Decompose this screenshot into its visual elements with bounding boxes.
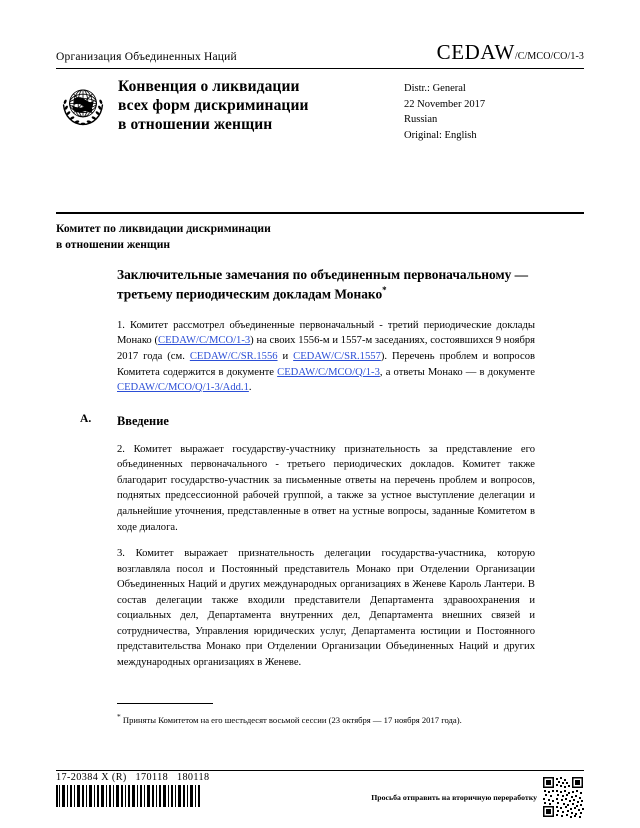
job-number-block bbox=[56, 772, 210, 807]
document-body bbox=[80, 266, 536, 682]
page-title bbox=[117, 266, 535, 304]
document-symbol bbox=[437, 40, 584, 65]
paragraph-3-text: Комитет выражает признательность делегации государства-участника, которую возглавляла посол и Постоянный представитель Монако при Отделении Организации Объединенных Наций и других международных организациях в Женеве Кароль Лантери. В состав делегации также входили представители Департамента здравоохранения и социальных дел, Департамента внутренних дел, Департамента внешних связей и сотрудничества, Управления юридических услуг, Департамента юстиции и Постоянного представительства Монако при Отделении Организации Объединенных Наций и других международных организациях в Женеве. bbox=[117, 548, 535, 669]
document-original-language: Original: English bbox=[404, 129, 477, 141]
recycle-text: Просьба отправить на вторичную переработку bbox=[371, 792, 537, 802]
recycle-notice bbox=[371, 772, 584, 818]
footnote-marker: * bbox=[117, 712, 121, 721]
paragraph-1-text-4: ). Перечень проблем и вопросов Комитета содержится в документе bbox=[117, 351, 535, 378]
committee-rule bbox=[56, 212, 584, 214]
link-cedaw-c-sr-1556[interactable]: CEDAW/C/SR.1556 bbox=[189, 351, 278, 363]
paragraph-1-number: 1. bbox=[117, 319, 125, 331]
document-symbol-suffix: /C/MCO/CO/1-3 bbox=[514, 51, 584, 62]
page-title-text: Заключительные замечания по объединенным первоначальному — третьему периодическим докладам Монако bbox=[117, 267, 529, 302]
masthead-top-rule bbox=[56, 68, 584, 69]
convention-title-line3: в отношении женщин bbox=[118, 116, 273, 134]
barcode bbox=[56, 785, 201, 807]
un-emblem-icon bbox=[56, 78, 110, 132]
section-letter-a: A. bbox=[80, 411, 92, 425]
document-date: 22 November 2017 bbox=[404, 98, 486, 110]
paragraph-1-text-6: . bbox=[248, 382, 252, 394]
paragraph-1-text-1: Комитет рассмотрел объединенные первоначальный - третий периодические доклады Монако ( bbox=[117, 319, 535, 347]
paragraph-3 bbox=[117, 546, 535, 671]
masthead-top-row bbox=[56, 40, 584, 65]
document-language: Russian bbox=[404, 114, 438, 126]
link-cedaw-c-mco-1-3[interactable]: CEDAW/C/MCO/1-3 bbox=[158, 335, 251, 347]
convention-title-line1: Конвенция о ликвидации bbox=[118, 78, 300, 95]
job-number: 17-20384 X (R) 170118 180118 bbox=[56, 772, 210, 783]
paragraph-2-text: Комитет выражает государству-участнику признательность за представление его объединенных первоначального - третьего периодических докладов. Комитет также благодарит государство-участник за письменные ответы на перечень проблем и вопросов, поднятых предсессионной рабочей группой, а также за устное выступление делегации и дальнейшие уточнения, представленные в ответ на устные вопросы, заданные Комитетом в ходе диалога. bbox=[117, 443, 535, 533]
page-footer bbox=[56, 772, 584, 818]
masthead-body-row bbox=[56, 77, 584, 143]
link-cedaw-c-mco-q-1-3-add-1[interactable]: CEDAW/C/MCO/Q/1-3/Add.1 bbox=[117, 382, 249, 394]
paragraph-3-number: 3. bbox=[117, 548, 125, 560]
document-symbol-main: CEDAW bbox=[436, 40, 515, 64]
link-cedaw-c-sr-1557[interactable]: CEDAW/C/SR.1557 bbox=[293, 351, 381, 363]
committee-name-line1: Комитет по ликвидации дискриминации bbox=[56, 222, 271, 235]
footnote-text: Приняты Комитетом на его шестьдесят восьмой сессии (23 октября — 17 ноября 2017 года). bbox=[122, 714, 462, 725]
paragraph-1-text-5: , а ответы Монако — в документе bbox=[379, 366, 535, 378]
footer-rule bbox=[56, 770, 584, 771]
committee-name bbox=[56, 221, 476, 254]
footnote-separator bbox=[117, 703, 213, 704]
footnote bbox=[117, 711, 526, 727]
paragraph-2-number: 2. bbox=[117, 443, 125, 455]
paragraph-1-text-3: и bbox=[277, 351, 294, 363]
qr-code bbox=[542, 776, 584, 818]
convention-block bbox=[56, 77, 309, 135]
distribution-block bbox=[404, 77, 584, 143]
distribution-line: Distr.: General bbox=[404, 83, 466, 94]
convention-title bbox=[118, 77, 309, 135]
paragraph-2 bbox=[117, 442, 535, 535]
link-cedaw-c-mco-q-1-3[interactable]: CEDAW/C/MCO/Q/1-3 bbox=[277, 366, 380, 378]
convention-title-line2: всех форм дискриминации bbox=[118, 97, 309, 115]
committee-name-line2: в отношении женщин bbox=[56, 238, 171, 252]
paragraph-1-text-2: ) на своих 1556-м и 1557-м заседаниях, состоявшихся 9 ноября 2017 года (см. bbox=[117, 335, 536, 363]
section-title-introduction: Введение bbox=[117, 413, 169, 428]
masthead bbox=[56, 40, 584, 143]
section-heading-a bbox=[80, 411, 535, 430]
paragraph-1 bbox=[117, 318, 535, 396]
organization-name: Организация Объединенных Наций bbox=[56, 51, 237, 63]
title-footnote-marker: * bbox=[382, 285, 387, 296]
